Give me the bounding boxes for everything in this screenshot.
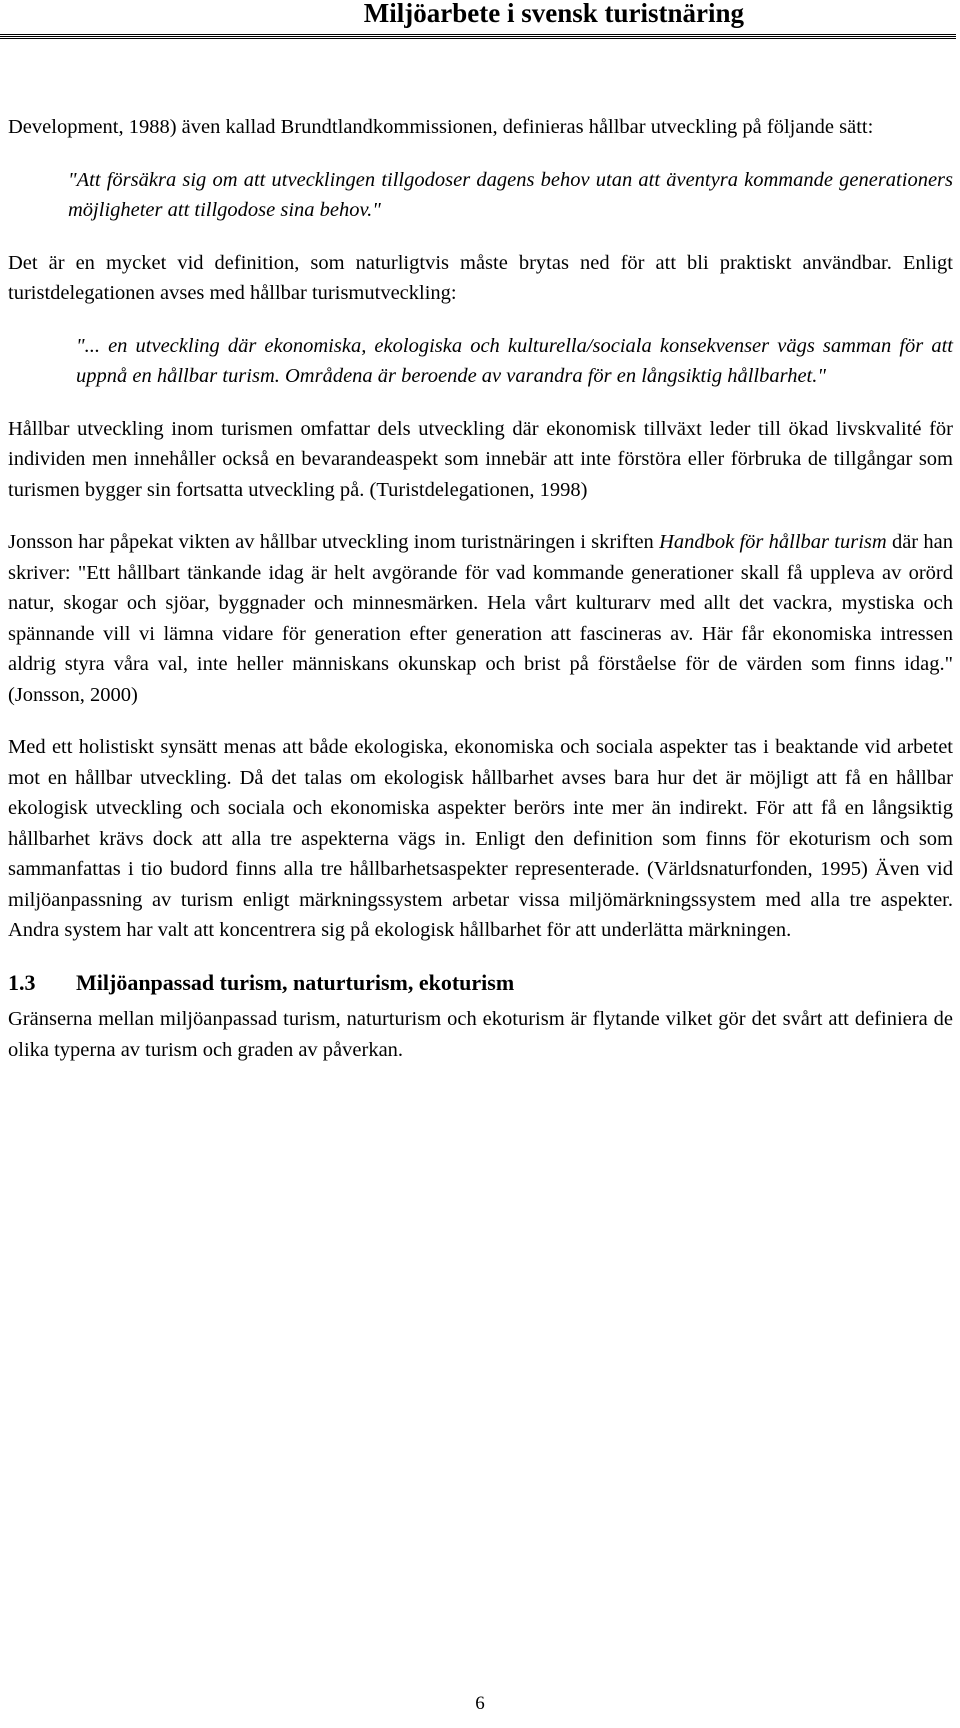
- paragraph-jonsson: [8, 527, 953, 710]
- quote-definition: "Att försäkra sig om att utvecklingen tillgodoser dagens behov utan att äventyra kommande generationers möjligheter att tillgodose sina behov.": [68, 168, 953, 221]
- paragraph-jonsson-start: Jonsson har påpekat vikten av hållbar utveckling inom turistnäringen i skriften: [8, 531, 660, 553]
- section-number: 1.3: [8, 969, 36, 995]
- paragraph-brundtland: Development, 1988) även kallad Brundtlandkommissionen, definieras hållbar utveckling på följande sätt:: [8, 116, 874, 138]
- document-body: [8, 112, 953, 1087]
- header-rule: [0, 34, 956, 39]
- section-title: Miljöanpassad turism, naturturism, ekoturism: [76, 969, 515, 995]
- paragraph-jonsson-end: där han skriver: "Ett hållbart tänkande idag är helt avgörande för vad kommande generationer skall få uppleva av orörd natur, skogar och sjöar, byggnader och minnesmärken. Hela vårt kulturarv med allt det vackra, mystiska och spännande vill vi lämna vidare för generation efter generation att fascineras av. Här får ekonomiska intressen aldrig styra våra val, inte heller människans okunskap och brist på förståelse för de värden som finns idag." (Jonsson, 2000): [8, 531, 953, 706]
- section-heading: [8, 968, 953, 999]
- paragraph-definition-breakdown: Det är en mycket vid definition, som naturligtvis måste brytas ned för att bli praktiskt användbar. Enligt turistdelegationen avses med hållbar turismutveckling:: [8, 251, 953, 304]
- paragraph-sustainable-tourism: Hållbar utveckling inom turismen omfattar dels utveckling där ekonomisk tillväxt leder till ökad livskvalité för individen men innehåller också en bevarandeaspekt som innebär att inte förstöra eller förbruka de tillgångar som turismen bygger sin fortsatta utveckling på. (Turistdelegationen, 1998): [8, 417, 953, 501]
- page-number: 6: [475, 1693, 485, 1714]
- book-title: Handbok för hållbar turism: [659, 531, 887, 553]
- quote-turistdelegationen: "... en utveckling där ekonomiska, ekologiska och kulturella/sociala konsekvenser vägs samman för att uppnå en hållbar turism. Områdena är beroende av varandra för en långsiktig hållbarhet.": [76, 334, 953, 387]
- section-body: Gränserna mellan miljöanpassad turism, naturturism och ekoturism är flytande vilket gör det svårt att definiera de olika typerna av turism och graden av påverkan.: [8, 1008, 953, 1061]
- running-header-title: Miljöarbete i svensk turistnäring: [363, 0, 744, 28]
- paragraph-holistic: Med ett holistiskt synsätt menas att både ekologiska, ekonomiska och sociala aspekter tas i beaktande vid arbetet mot en hållbar utveckling. Då det talas om ekologisk hållbarhet avses bara hur det är möjligt att få en hållbar ekologisk utveckling och sociala och ekonomiska aspekter berörs inte mer än indirekt. För att få en långsiktig hållbarhet krävs dock att alla tre aspekterna vägs in. Enligt den definition som finns för ekoturism och som sammanfattas i tio budord finns alla tre hållbarhetsaspekter representerade. (Världsnaturfonden, 1995) Även vid miljöanpassning av turism enligt märkningssystem arbetar vissa miljömärkningssystem med alla tre aspekter. Andra system har valt att koncentrera sig på ekologisk hållbarhet för att underlätta märkningen.: [8, 736, 953, 941]
